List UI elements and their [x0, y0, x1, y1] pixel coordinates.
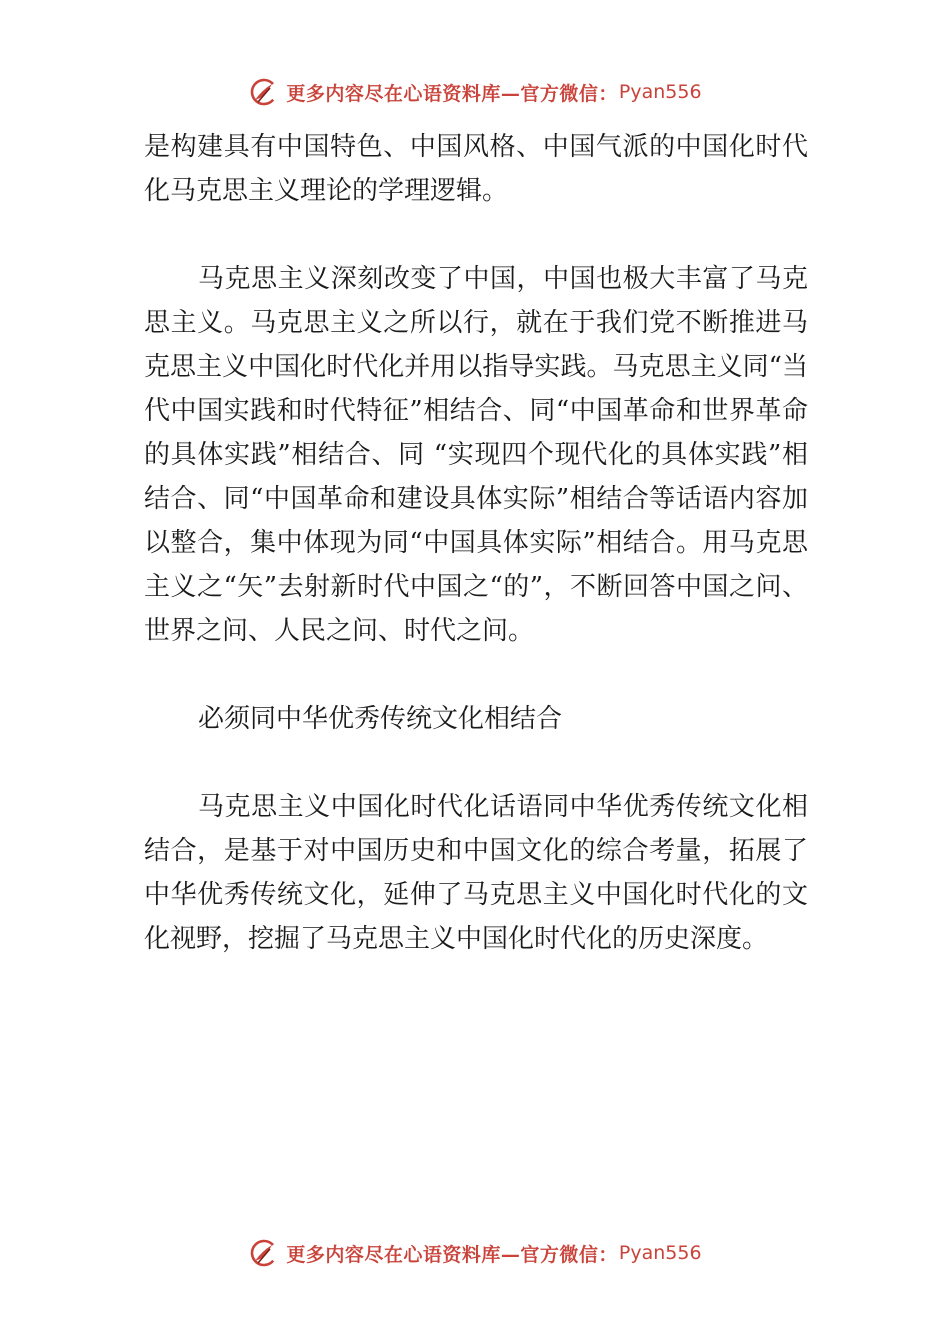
paragraph: 马克思主义中国化时代化话语同中华优秀传统文化相结合，是基于对中国历史和中国文化的综合考量，拓展了中华优秀传统文化，延伸了马克思主义中国化时代化的文化视野，挖掘了马克思主义中国化时代化的历史深度。: [144, 792, 808, 954]
footer-banner-text: 更多内容尽在心语资料库—官方微信：: [286, 1243, 618, 1266]
brush-logo-icon: [248, 1237, 280, 1269]
footer-wechat-id: Pyan556: [618, 1242, 702, 1264]
paragraph-continuation: 是构建具有中国特色、中国风格、中国气派的中国化时代化马克思主义理论的学理逻辑。: [144, 132, 808, 206]
header-wechat-id: Pyan556: [618, 81, 702, 103]
header-banner-text: 更多内容尽在心语资料库—官方微信：: [286, 82, 618, 105]
section-heading: 必须同中华优秀传统文化相结合: [198, 704, 563, 734]
header-banner: [0, 72, 950, 112]
document-body: [144, 125, 808, 961]
footer-banner: [0, 1233, 950, 1273]
brush-logo-icon: [248, 76, 280, 108]
paragraph: 马克思主义深刻改变了中国，中国也极大丰富了马克思主义。马克思主义之所以行，就在于我们党不断推进马克思主义中国化时代化并用以指导实践。马克思主义同“当代中国实践和时代特征”相结合、同“中国革命和世界革命的具体实践”相结合、同 “实现四个现代化的具体实践”相结合、同“中国革命和建设具体实际”相结合等话语内容加以整合，集中体现为同“中国具体实际”相结合。用马克思主义之“矢”去射新时代中国之“的”，不断回答中国之问、世界之问、人民之问、时代之问。: [144, 264, 808, 646]
